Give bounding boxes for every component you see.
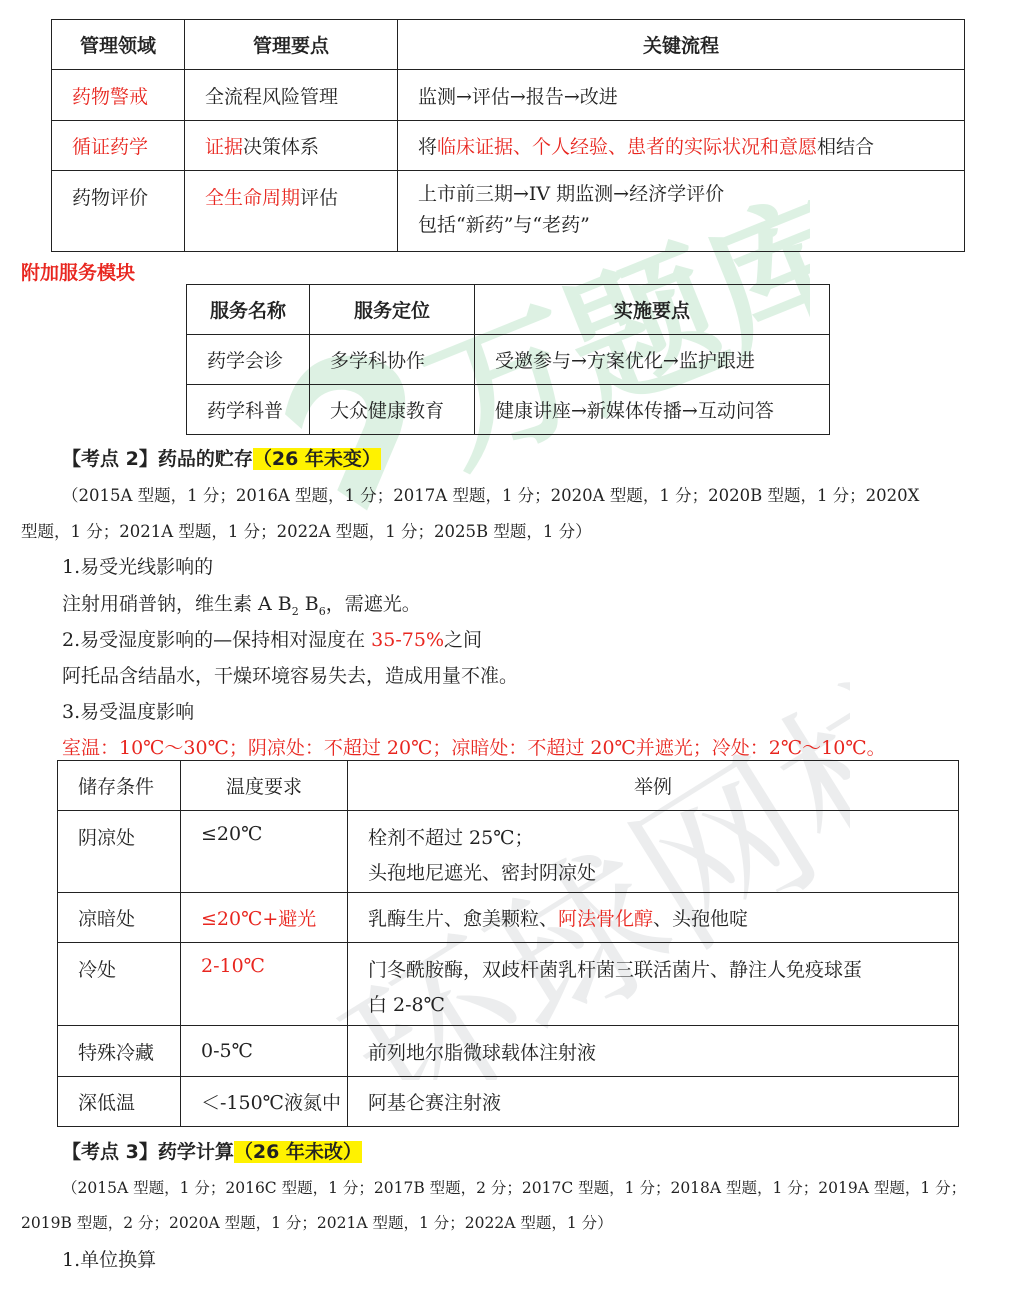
text: 2.易受湿度影响的—保持相对湿度在 [62, 629, 372, 651]
section-heading-addon: 附加服务模块 [21, 262, 136, 284]
text: 注射用硝普钠，维生素 A B [62, 593, 292, 615]
table-header: 服务定位 [310, 285, 475, 335]
table-row [52, 121, 965, 171]
table-row [58, 1026, 959, 1077]
table-cell: 健康讲座→新媒体传播→互动问答 [475, 385, 830, 435]
table-header: 服务名称 [187, 285, 310, 335]
table-header: 关键流程 [398, 20, 965, 70]
table-cell: 阿基仑赛注射液 [348, 1077, 959, 1127]
table-header: 举例 [348, 761, 959, 811]
kp3-para-1: 1.单位换算 [62, 1249, 157, 1271]
kp3-years-line1: （2015A 型题，1 分；2016C 型题，1 分；2017B 型题，2 分；2017C 型题，1 分；2018A 型题，1 分；2019A 型题，1 分； [62, 1179, 967, 1197]
cell-line: 头孢地尼遮光、密封阴凉处 [368, 862, 597, 884]
table-header: 储存条件 [58, 761, 181, 811]
cell-emphasis: 阿法骨化醇 [558, 908, 654, 930]
table-cell [348, 943, 959, 1026]
table-row [187, 385, 830, 435]
table-row [58, 893, 959, 943]
cell-text: 、头孢他啶 [653, 908, 749, 930]
table-cell: 受邀参与→方案优化→监护跟进 [475, 335, 830, 385]
kp2-para-2 [62, 589, 421, 618]
cell-line: 包括“新药”与“老药” [418, 214, 590, 236]
text: 之间 [444, 629, 483, 651]
table-cell: 前列地尔脂微球载体注射液 [348, 1026, 959, 1077]
kp3-tag: （26 年未改） [233, 1141, 362, 1163]
table-cell: 监测→评估→报告→改进 [398, 70, 965, 121]
table-cell: 深低温 [58, 1077, 181, 1127]
table-cell [348, 811, 959, 893]
cell-line: 门冬酰胺酶，双歧杆菌乳杆菌三联活菌片、静注人免疫球蛋 [368, 959, 863, 981]
cell-emphasis: 临床证据、个人经验、患者的实际状况和意愿 [437, 136, 818, 158]
table-cell: 药物警戒 [52, 70, 185, 121]
cell-line: 上市前三期→IV 期监测→经济学评价 [418, 183, 725, 205]
cell-emphasis: 证据 [205, 136, 244, 158]
kp2-para-5: 3.易受温度影响 [62, 701, 195, 723]
table-cell: 特殊冷藏 [58, 1026, 181, 1077]
table-cell: 多学科协作 [310, 335, 475, 385]
table-header: 管理领域 [52, 20, 185, 70]
kp2-title: 【考点 2】药品的贮存 [62, 448, 253, 470]
cell-text: 将 [418, 136, 438, 158]
table-header: 实施要点 [475, 285, 830, 335]
subscript: 2 [291, 604, 299, 618]
kp3-title: 【考点 3】药学计算 [62, 1141, 234, 1163]
text: ，需遮光。 [325, 593, 421, 615]
subscript: 6 [318, 604, 326, 618]
watermark-text-1: 万题库 [404, 200, 810, 498]
table-cell: 阴凉处 [58, 811, 181, 893]
cell-text: 评估 [300, 187, 339, 209]
table-header: 管理要点 [185, 20, 398, 70]
table-row [187, 335, 830, 385]
cell-text: 乳酶生片、愈美颗粒、 [368, 908, 559, 930]
table-cell: 药学会诊 [187, 335, 310, 385]
table-row [52, 70, 965, 121]
table-cell: 药物评价 [52, 171, 185, 252]
cell-text: 相结合 [817, 136, 875, 158]
management-table [51, 19, 965, 252]
table-row [58, 943, 959, 1026]
table-cell: ＜-150℃液氮中 [181, 1077, 348, 1127]
storage-table [57, 760, 959, 1127]
table-cell [348, 893, 959, 943]
table-row [58, 1077, 959, 1127]
table-cell: ≤20℃ [181, 811, 348, 893]
table-cell: 2-10℃ [181, 943, 348, 1026]
table-row [52, 171, 965, 252]
table-cell: 全流程风险管理 [185, 70, 398, 121]
table-row [58, 811, 959, 893]
table-cell: ≤20℃+避光 [181, 893, 348, 943]
cell-line: 白 2-8℃ [368, 994, 445, 1016]
table-cell: 0-5℃ [181, 1026, 348, 1077]
service-table [186, 284, 830, 435]
table-cell: 循证药学 [52, 121, 185, 171]
kp2-years-line1: （2015A 型题，1 分；2016A 型题，1 分；2017A 型题，1 分；2020A 型题，1 分；2020B 型题，1 分；2020X [62, 486, 920, 505]
kp2-heading [62, 444, 381, 471]
kp2-para-4: 阿托品含结晶水，干燥环境容易失去，造成用量不准。 [62, 665, 519, 687]
kp2-years-line2: 型题，1 分；2021A 型题，1 分；2022A 型题，1 分；2025B 型题，1 分） [21, 522, 592, 541]
table-cell: 药学科普 [187, 385, 310, 435]
table-cell [398, 171, 965, 252]
kp2-para-1: 1.易受光线影响的 [62, 556, 214, 578]
watermark-text-2: 环球网校 [312, 635, 850, 1080]
cell-line: 栓剂不超过 25℃； [368, 827, 534, 849]
kp2-para-6: 室温：10℃～30℃；阴凉处：不超过 20℃；凉暗处：不超过 20℃并遮光；冷处：2℃～10℃。 [62, 737, 886, 759]
table-cell: 冷处 [58, 943, 181, 1026]
table-cell: 凉暗处 [58, 893, 181, 943]
kp3-heading [62, 1137, 362, 1164]
cell-emphasis: 全生命周期 [205, 187, 301, 209]
text: B [298, 593, 319, 615]
text-emphasis: 35-75% [371, 629, 444, 651]
kp2-tag: （26 年未变） [252, 448, 381, 470]
table-cell [185, 121, 398, 171]
cell-text: 决策体系 [243, 136, 320, 158]
kp2-para-3 [62, 625, 482, 652]
kp3-years-line2: 2019B 型题，2 分；2020A 型题，1 分；2021A 型题，1 分；2022A 型题，1 分） [21, 1214, 613, 1232]
table-cell: 大众健康教育 [310, 385, 475, 435]
table-header: 温度要求 [181, 761, 348, 811]
table-cell [185, 171, 398, 252]
table-cell [398, 121, 965, 171]
